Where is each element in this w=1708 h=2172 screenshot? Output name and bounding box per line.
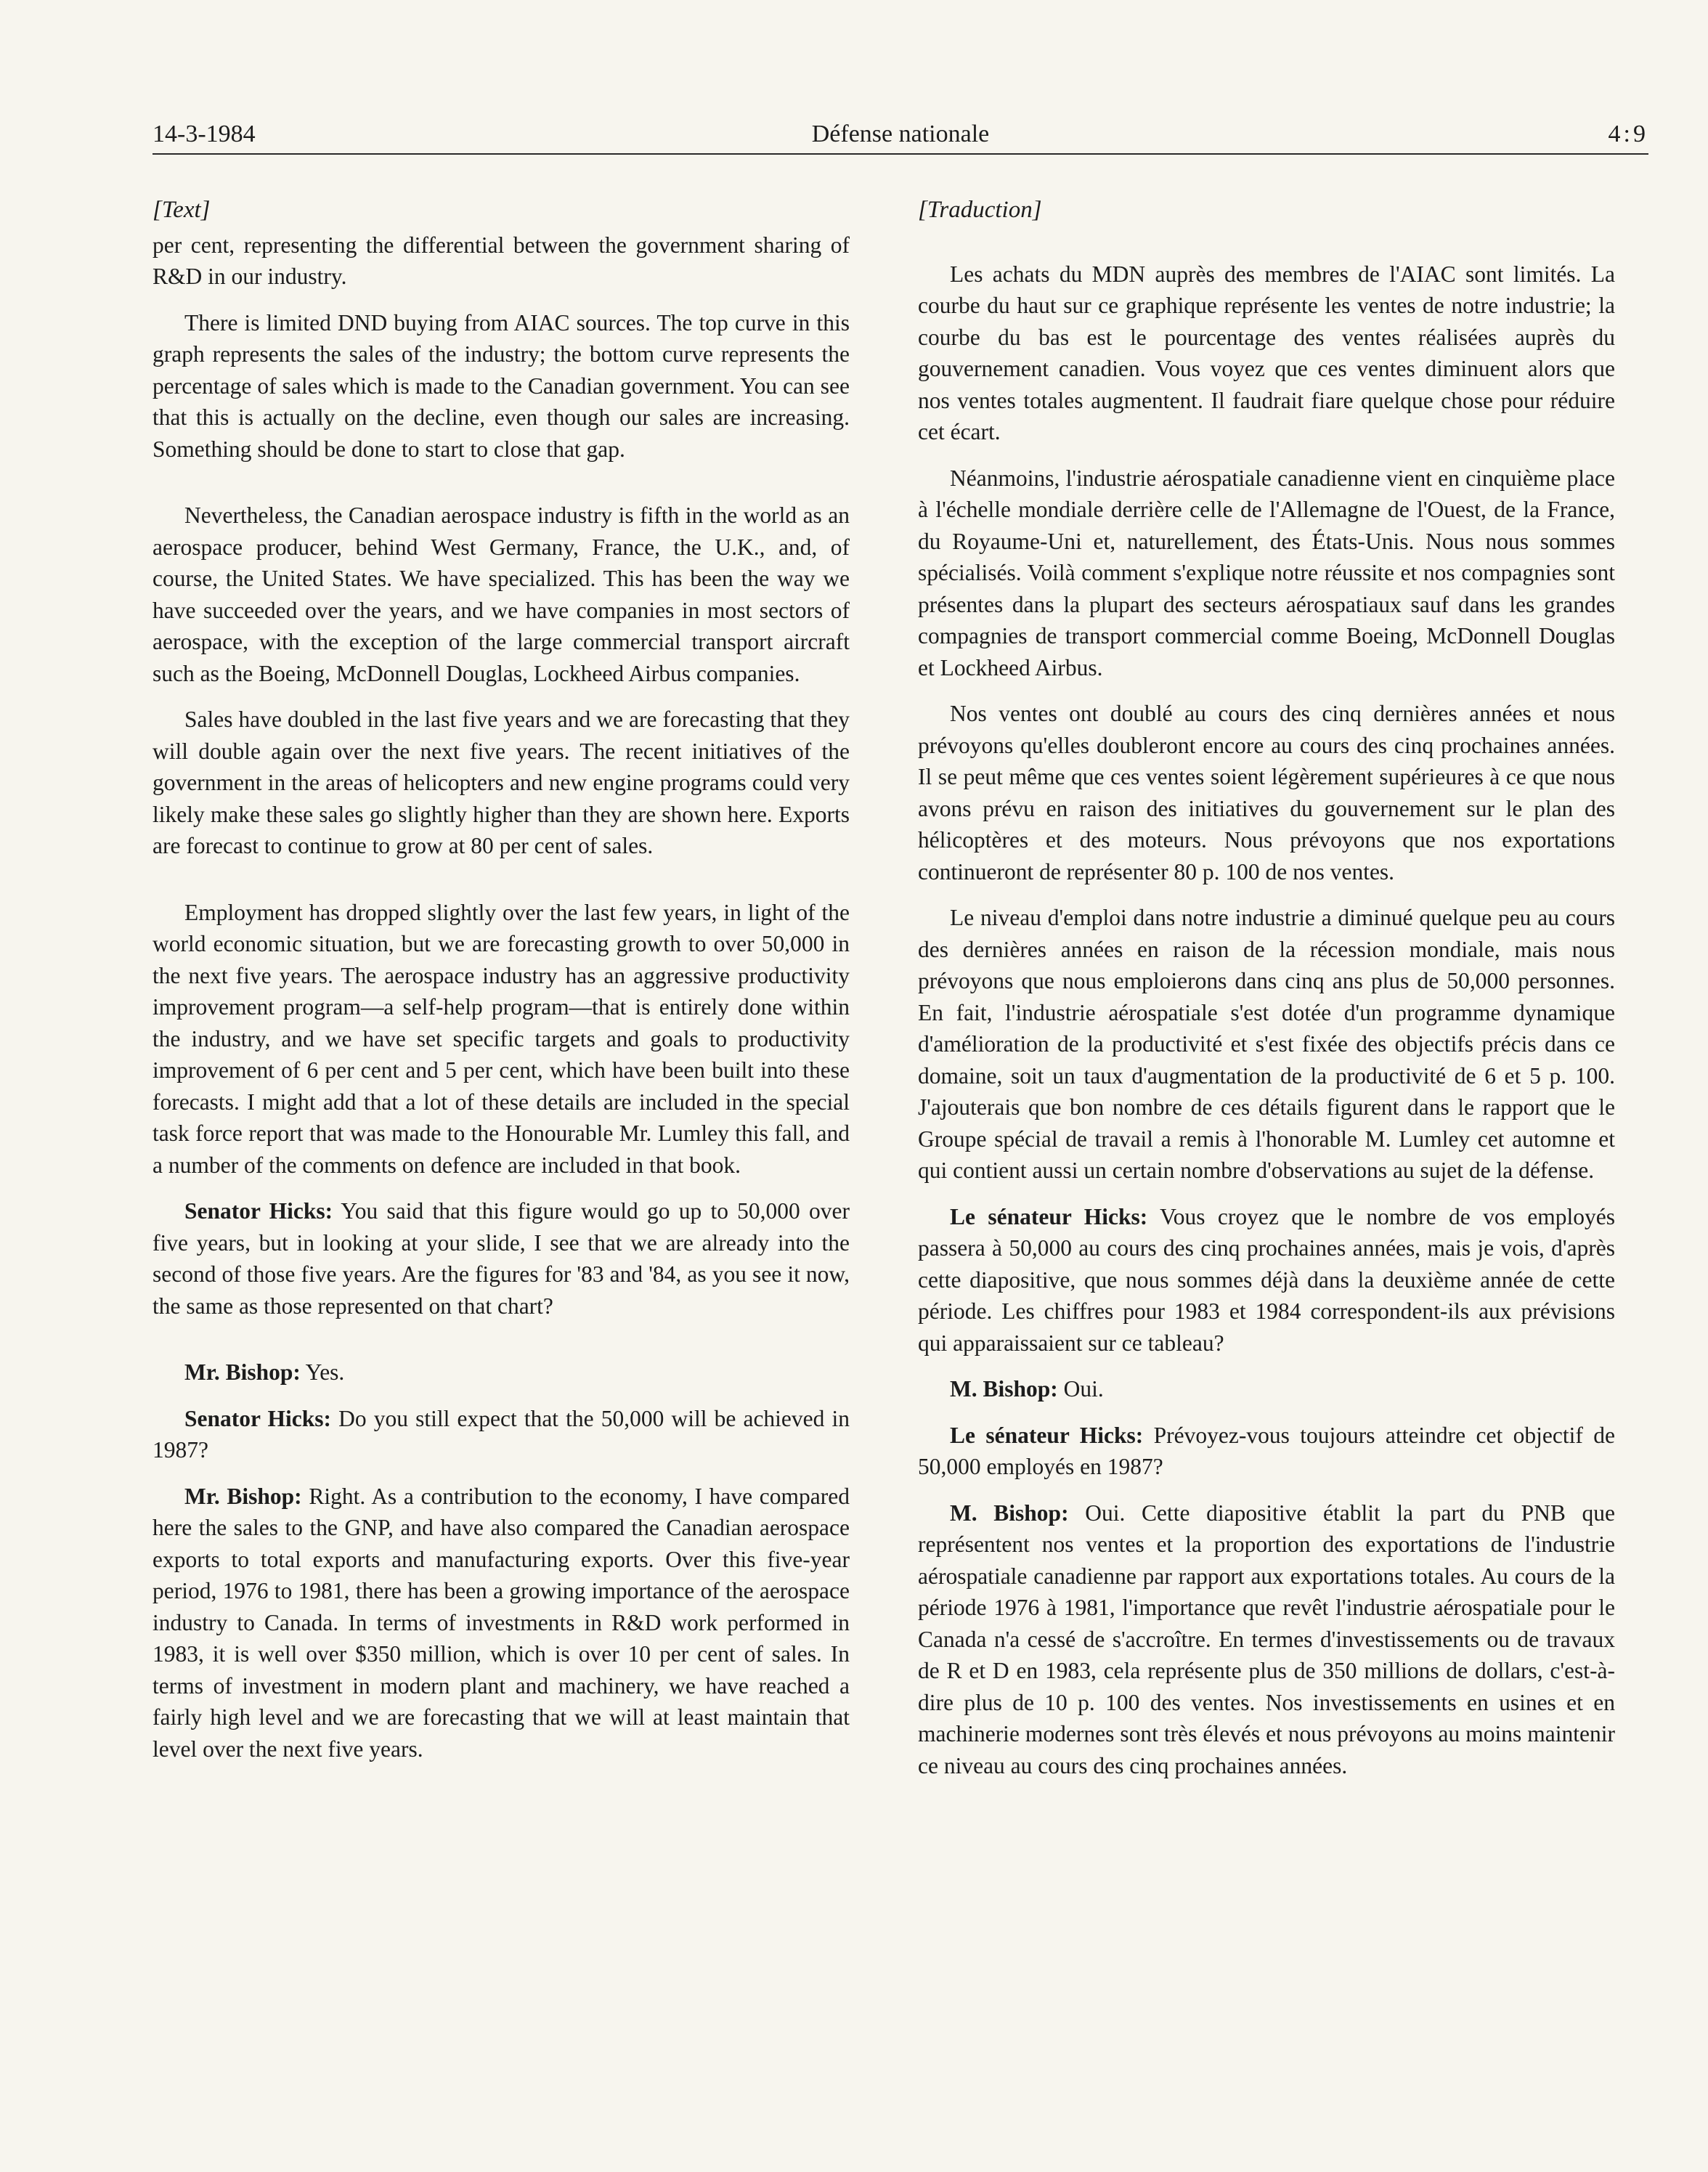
french-paragraph: Le niveau d'emploi dans notre industrie a diminué quelque peu au cours des dernières années en raison de la récession mondiale, mais nous prévoyons que nous emploierons dans cinq ans plus de 50,000 personnes. En fait, l'industrie aérospatiale s'est dotée d'un programme dynamique d'amélioration de la productivité et s'est fixée des objectifs précis dans ce domaine, soit un taux d'augmentation de la productivité de 6 et 5 p. 100. J'ajouterais que bon nombre de ces détails figurent dans le rapport que le Groupe spécial de travail a remis à l'honorable M. Lumley cet automne et qui contient aussi un certain nombre d'observations au sujet de la défense. xyxy=(918,905,1615,1183)
english-paragraph: Employment has dropped slightly over the last few years, in light of the world economic situation, but we are forecasting growth to over 50,000 in the next five years. The aerospace industry has an aggressive productivity improvement program—a self-help program—that is entirely done within the industry, and we have set specific targets and goals to productivity improvement of 6 per cent and 5 per cent, which have been built into these forecasts. I might add that a lot of these details are included in the special task force report that was made to the Honourable Mr. Lumley this fall, and a number of the comments on defence are included in that book. xyxy=(152,899,850,1178)
speaker-name: Le sénateur Hicks: xyxy=(950,1203,1148,1229)
english-exchange xyxy=(152,1481,850,1765)
speaker-name: M. Bishop: xyxy=(950,1376,1058,1402)
english-column xyxy=(152,195,850,1779)
speaker-name: Mr. Bishop: xyxy=(184,1483,302,1509)
speaker-name: Senator Hicks: xyxy=(184,1405,332,1431)
french-exchange xyxy=(918,1373,1615,1405)
english-tag: [Text] xyxy=(152,197,211,223)
speaker-name: Senator Hicks: xyxy=(184,1198,333,1224)
speech-text: Right. As a contribution to the economy, I have compared here the sales to the GNP, and have also compared the Canadian aerospace exports to total exports and manufacturing exports. Over this five-year period, 1976 to 1981, there has been a growing importance of the aerospace industry to Canada. In terms of investments in R&D work performed in 1983, it is well over $350 million, which is over 10 per cent of sales. In terms of investment in modern plant and machinery, we have reached a fairly high level and we are forecasting that we will at least maintain that level over the next five years. xyxy=(152,1483,850,1762)
speech-text: Do you still expect that the 50,000 will be achieved in 1987? xyxy=(152,1405,850,1463)
speaker-name: M. Bishop: xyxy=(950,1500,1069,1526)
speech-text: Oui. xyxy=(1063,1376,1104,1402)
french-paragraph: Nos ventes ont doublé au cours des cinq dernières années et nous prévoyons qu'elles doubleront encore au cours des cinq prochaines années. Il se peut même que ces ventes soient légèrement supérieures à ce que nous avons prévu en raison des initiatives du gouvernement sur le plan des hélicoptères et des moteurs. Nous prévoyons que nos exportations continueront de représenter 80 p. 100 de nos ventes. xyxy=(918,701,1615,884)
speech-text: Yes. xyxy=(305,1359,345,1385)
english-exchange xyxy=(152,1357,850,1388)
french-tag: [Traduction] xyxy=(918,197,1042,223)
english-paragraph: per cent, representing the differential between the government sharing of R&D in our industry. xyxy=(152,232,850,289)
french-paragraph: Les achats du MDN auprès des membres de l'AIAC sont limités. La courbe du haut sur ce graphique représente les ventes de notre industrie; la courbe du bas est le pourcentage des ventes réalisées auprès du gouvernement canadien. Vous voyez que ces ventes diminuent alors que nos ventes totales augmentent. Il faudrait fiare quelque chose pour réduire cet écart. xyxy=(918,261,1615,444)
french-paragraph: Néanmoins, l'industrie aérospatiale canadienne vient en cinquième place à l'échelle mondiale derrière celle de l'Allemagne de l'Ouest, de la France, du Royaume-Uni et, naturellement, des États-Unis. Nous nous sommes spécialisés. Voilà comment s'explique notre réussite et nos compagnies sont présentes dans la plupart des secteurs aérospatiaux sauf dans les grandes compagnies de transport commercial comme Boeing, McDonnell Douglas et Lockheed Airbus. xyxy=(918,465,1615,680)
speaker-name: Le sénateur Hicks: xyxy=(950,1422,1144,1448)
english-paragraph: Sales have doubled in the last five years and we are forecasting that they will double again over the next five years. The recent initiatives of the government in the areas of helicopters and new engine programs could very likely make these sales go slightly higher than they are shown here. Exports are forecast to continue to grow at 80 per cent of sales. xyxy=(152,707,850,858)
english-exchange xyxy=(152,1195,850,1322)
english-paragraph: Nevertheless, the Canadian aerospace industry is fifth in the world as an aerospace producer, behind West Germany, France, the U.K., and, of course, the United States. We have specialized. This has been the way we have succeeded over the years, and we have companies in most sectors of aerospace, with the exception of the large commercial transport aircraft such as the Boeing, McDonnell Douglas, Lockheed Airbus companies. xyxy=(152,503,850,686)
french-exchange xyxy=(918,1201,1615,1359)
french-exchange xyxy=(918,1497,1615,1782)
header-rule xyxy=(152,153,1648,155)
french-column xyxy=(918,195,1615,1796)
english-paragraph: There is limited DND buying from AIAC sources. The top curve in this graph represents the sales of the industry; the bottom curve represents the percentage of sales which is made to the Canadian government. You can see that this is actually on the decline, even though our sales are increasing. Something should be done to start to close that gap. xyxy=(152,309,850,462)
english-exchange xyxy=(152,1403,850,1466)
speech-text: Prévoyez-vous toujours atteindre cet objectif de 50,000 employés en 1987? xyxy=(918,1422,1616,1479)
speech-text: Vous croyez que le nombre de vos employés passera à 50,000 au cours des cinq prochaines années, mais je vois, d'après cette diapositive, que nous sommes déjà dans la deuxième année de cette période. Les chiffres pour 1983 et 1984 correspondent-ils aux prévisions qui apparaissaient sur ce tableau? xyxy=(918,1203,1615,1356)
header-date: 14-3-1984 xyxy=(152,121,256,147)
french-exchange xyxy=(918,1420,1615,1483)
speech-text: Oui. Cette diapositive établit la part du PNB que représentent nos ventes et la proportion des exportations de l'industrie aérospatiale canadienne par rapport aux exportations totales. Au cours de la période 1976 à 1981, l'importance que revêt l'industrie aérospatiale pour le Canada n'a cessé de s'accroître. En termes d'investissements ou de travaux de R et D en 1983, cela représente plus de 350 millions de dollars, c'est-à-dire plus de 10 p. 100 des ventes. Nos investissements en usines et en machinerie modernes sont très élevés et nous prévoyons au moins maintenir ce niveau au cours des cinq prochaines années. xyxy=(918,1500,1616,1778)
header-title: Défense nationale xyxy=(811,121,990,147)
speaker-name: Mr. Bishop: xyxy=(184,1359,301,1385)
speech-text: You said that this figure would go up to 50,000 over five years, but in looking at your slide, I see that we are already into the second of those five years. Are the figures for '83 and '84, as you see it now, the same as those represented on that chart? xyxy=(152,1198,850,1319)
header-page-number: 4:9 xyxy=(1608,121,1648,147)
